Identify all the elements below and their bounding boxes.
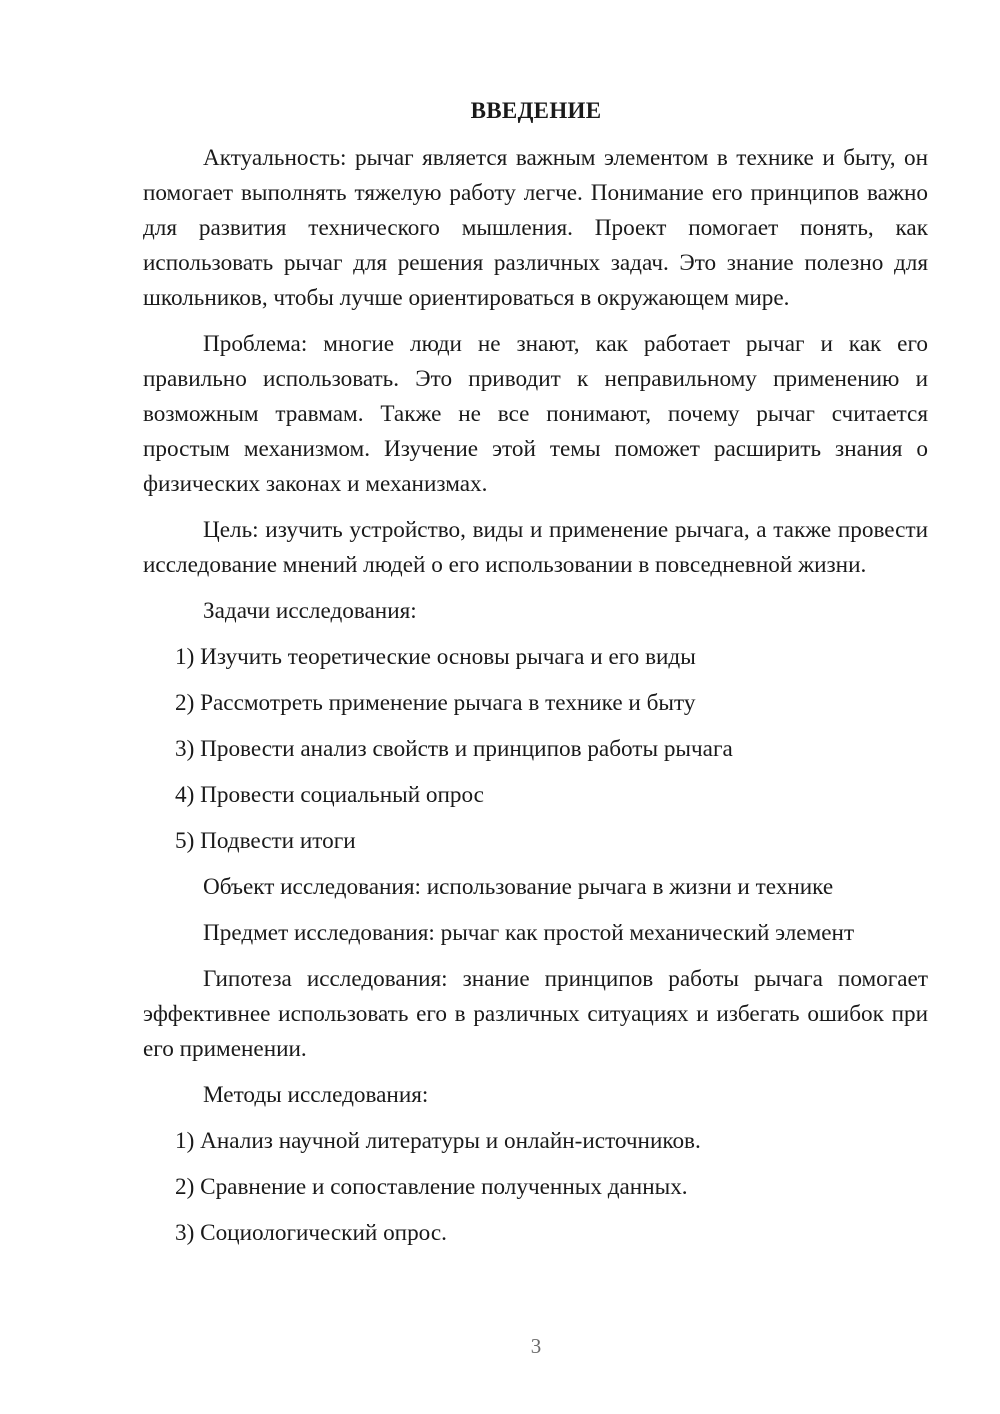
tasks-list — [143, 640, 928, 859]
list-item: 1) Анализ научной литературы и онлайн-источников. — [175, 1128, 701, 1154]
paragraph-relevance: Актуальность: рычаг является важным элементом в технике и быту, он помогает выполнять тяжелую работу легче. Понимание его принципов важно для развития технического мышления. Проект помогает понять, как использовать рычаг для решения различных задач. Это знание полезно для школьников, чтобы лучше ориентироваться в окружающем мире. — [143, 145, 928, 311]
list-item: 1) Изучить теоретические основы рычага и его виды — [175, 644, 696, 670]
list-item: 2) Рассмотреть применение рычага в технике и быту — [175, 690, 696, 716]
page-number: 3 — [530, 1334, 542, 1358]
paragraph-object: Объект исследования: использование рычага в жизни и технике — [203, 874, 834, 900]
tasks-heading: Задачи исследования: — [203, 598, 417, 624]
list-item: 3) Социологический опрос. — [175, 1220, 447, 1246]
list-item: 5) Подвести итоги — [175, 828, 356, 854]
paragraph-hypothesis: Гипотеза исследования: знание принципов работы рычага помогает эффективнее использовать его в различных ситуациях и избегать ошибок при его применении. — [143, 966, 928, 1062]
page-title: ВВЕДЕНИЕ — [470, 98, 602, 123]
list-item: 2) Сравнение и сопоставление полученных данных. — [175, 1174, 688, 1200]
methods-list — [143, 1124, 928, 1251]
paragraph-subject: Предмет исследования: рычаг как простой механический элемент — [203, 920, 855, 946]
list-item: 4) Провести социальный опрос — [175, 782, 484, 808]
paragraph-problem: Проблема: многие люди не знают, как работает рычаг и как его правильно использовать. Это приводит к неправильному применению и возможным травмам. Также не все понимают, почему рычаг считается простым механизмом. Изучение этой темы поможет расширить знания о физических законах и механизмах. — [143, 331, 928, 497]
body-text — [143, 141, 928, 1262]
methods-heading: Методы исследования: — [203, 1082, 429, 1108]
list-item: 3) Провести анализ свойств и принципов работы рычага — [175, 736, 733, 762]
paragraph-goal: Цель: изучить устройство, виды и применение рычага, а также провести исследование мнений людей о его использовании в повседневной жизни. — [143, 517, 928, 578]
